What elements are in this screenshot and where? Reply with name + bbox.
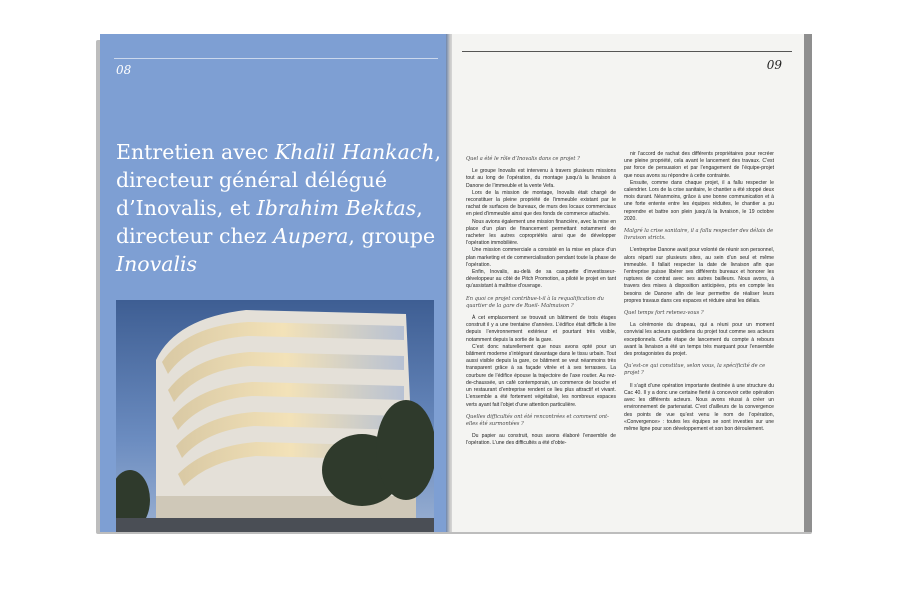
question-heading: Quel temps fort retenez-vous ?	[624, 310, 704, 317]
headline-company-1: Aupera	[273, 224, 349, 248]
right-page	[452, 34, 804, 532]
headline-name-2: Ibrahim Bektas	[256, 196, 417, 220]
answer-paragraph: À cet emplacement se trouvait un bâtiment de trois étages construit il y a une trentaine d’années. L’édifice était difficile à lire depuis l’environnement extérieur et pourtant très visible, notamment depuis la sortie de la gare.	[466, 315, 616, 343]
top-rule	[462, 51, 792, 52]
headline-company-2: Inovalis	[116, 252, 198, 276]
question-heading: En quoi ce projet contribue-t-il à la requalification du quartier de la gare de Rueil- Malmaison ?	[466, 295, 604, 309]
book-edge	[804, 34, 812, 532]
question-heading: Quel a été le rôle d’Inovalis dans ce projet ?	[466, 156, 580, 162]
answer-paragraph: Du papier au construit, nous avons élaboré l’ensemble de l’opération. L’une des difficultés a été d’obte-	[466, 433, 616, 447]
interview-headline	[116, 138, 446, 278]
headline-text: , directeur chez	[116, 196, 423, 248]
headline-text: , groupe	[348, 224, 436, 248]
question-heading: Malgré la crise sanitaire, il a fallu respecter des délais de livraison stricts.	[624, 228, 774, 242]
left-page	[100, 34, 450, 532]
headline-text: , directeur général délégué d’Inovalis, et	[116, 140, 442, 220]
answer-paragraph: Il s’agit d’une opération importante destinée à une structure du Cac 40. Il y a donc une certaine fierté à concevoir cette opération avec les différents acteurs. Nous avons réussi à créer un environnement de partenariat. C’est d’ailleurs de la convergence des points de vue qu’est venu le nom de l’opération, «Convergence» : toutes les équipes se sont investies sur une même ligne pour son développement et son bon déroulement.	[624, 382, 774, 432]
answer-paragraph: L’entreprise Danone avait pour volonté de réunir son personnel, alors réparti sur plusieurs sites, au sein d’un seul et même immeuble. Il fallait respecter la date de livraison afin que l’entreprise puisse libérer ses différents bureaux et honorer les ruptures de contrat avec ses autres bailleurs. Nous avons, à travers des mises à disposition anticipées, pris en compte les besoins de Danone afin de leur permettre de réaliser leurs propres travaux dans ces espaces et réduire ainsi les délais.	[624, 247, 774, 304]
answer-paragraph: Ensuite, comme dans chaque projet, il a fallu respecter le calendrier. Lors de la crise sanitaire, le chantier a été stoppé deux mois durant. Néanmoins, grâce à une bonne communication et à une forte entente entre les équipes réduites, le chantier a pu reprendre et battre son plein jusqu’à la livraison, le 19 octobre 2020.	[624, 179, 774, 222]
answer-paragraph: Une mission commerciale a consisté en la mise en place d’un plan marketing et de commercialisation pendant toute la phase de l’opération.	[466, 247, 616, 268]
headline-name-1: Khalil Hankach	[274, 140, 435, 164]
page-number-right: 09	[766, 58, 782, 72]
answer-paragraph: nir l’accord de rachat des différents propriétaires pour recréer une pleine propriété, cela avant le lancement des travaux. C’est par force de persuasion et par l’engagement de l’équipe-projet que nous avons su répondre à cette contrainte.	[624, 151, 774, 179]
text-column-1	[466, 151, 616, 448]
building-photo	[116, 300, 434, 532]
text-column-2	[624, 151, 774, 433]
question-heading: Qu’est-ce qui constitue, selon vous, la spécificité de ce projet ?	[624, 363, 766, 377]
answer-paragraph: Nous avions également une mission financière, avec la mise en place d’un plan de financement permettant notamment de racheter les autres copropriétés ainsi que de développer l’opération immobilière.	[466, 218, 616, 247]
answer-paragraph: Enfin, Inovalis, au-delà de sa casquette d’investisseur-développeur au côté de Pitch Promotion, a piloté le projet en tant qu’assistant à maîtrise d’ouvrage.	[466, 269, 616, 290]
answer-paragraph: La cérémonie du drapeau, qui a réuni pour un moment convivial les acteurs quotidiens du projet tout comme ses acteurs exceptionnels. Cette étape de lancement du compte à rebours avant la livraison a été un temps très marquant pour l’ensemble des protagonistes du projet.	[624, 322, 774, 358]
headline-text: Entretien avec	[116, 140, 275, 164]
question-heading: Quelles difficultés ont été rencontrées et comment ont-elles été surmontées ?	[466, 413, 609, 427]
answer-paragraph: Le groupe Inovalis est intervenu à travers plusieurs missions tout au long de l’opération, du montage jusqu’à la livraison à Danone de l’immeuble et la vente Vefa.	[466, 168, 616, 189]
answer-paragraph: Lors de la mission de montage, Inovalis était chargé de reconstituer la pleine propriété de l’immeuble existant par le rachat de surfaces de bureaux, de murs des locaux commerciaux en pied d’immeuble ainsi que des fonds de commerce attachés.	[466, 189, 616, 218]
answer-paragraph: C’est donc naturellement que nous avons opté pour un bâtiment moderne s’intégrant davantage dans le tissu urbain. Tout aussi visible depuis la gare, ce bâtiment se veut néanmoins très transparent grâce à sa façade vitrée et à ses terrasses. La courbure de l’édifice épouse la trajectoire de l’axe routier. Au rez-de-chaussée, un café contemporain, un commerce de bouche et un restaurant d’entreprise rendent ce lieu plus attractif et vivant. L’ensemble a été fortement végétalisé, les nombreux espaces verts ayant fait l’objet d’une attention particulière.	[466, 343, 616, 408]
page-number-left: 08	[116, 63, 132, 77]
top-rule	[114, 58, 438, 59]
